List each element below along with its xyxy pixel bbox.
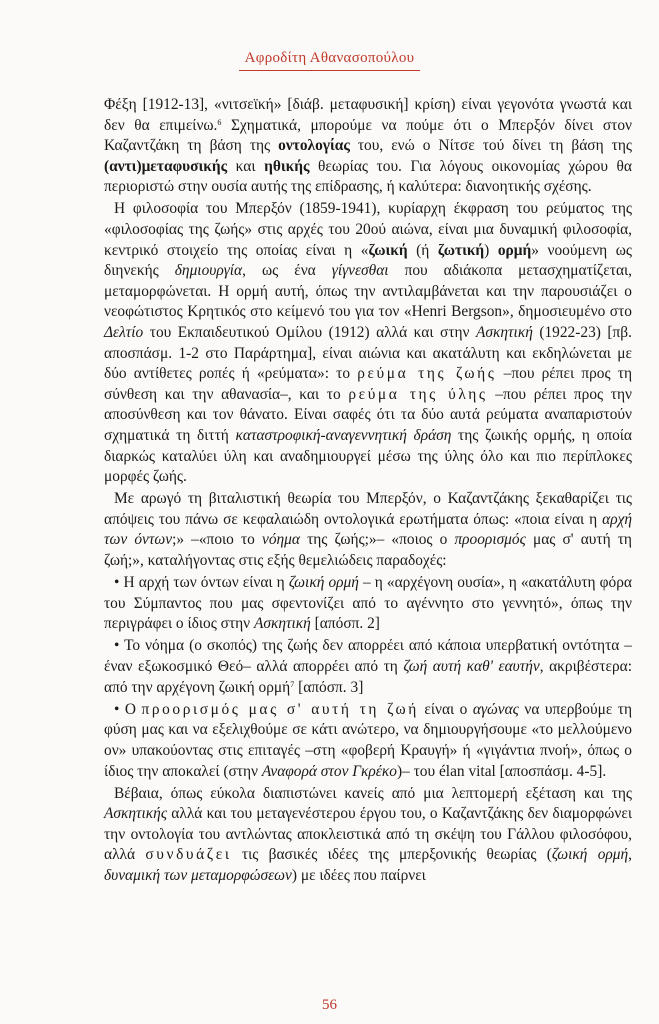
text-run: Βέβαια, όπως εύκολα διαπιστώνει κανείς από μια λεπτομερή εξέταση και της	[114, 784, 632, 802]
spaced-term: συνδυάζει	[145, 846, 232, 864]
italic-term: γίγνεσθαι	[331, 262, 389, 280]
text-run: του Εκπαιδευτικού Ομίλου (1912) αλλά και στην	[143, 324, 477, 342]
text-run: θεωρίας του. Για λόγους οικονομίας χώρου θα περιοριστώ στην ουσία αυτής της επίδρασης, ή καλύτερα: διανοητικής σχέσης.	[104, 157, 632, 196]
bold-term: ζωική	[368, 241, 408, 259]
spaced-term: ρεύμα της ζωής	[357, 365, 497, 383]
italic-term: Ασκητική	[253, 615, 311, 633]
italic-term: Δελτίο	[104, 324, 144, 342]
bullet-item-origin	[104, 573, 632, 635]
header-author-name: Αφροδίτη Αθανασοπούλου	[239, 50, 421, 71]
text-run: του, ενώ ο Νίτσε τού δίνει τη βάση της	[349, 137, 632, 155]
running-header	[0, 49, 659, 71]
bullet-icon: •	[114, 637, 120, 655]
bold-term: (αντι)μεταφυσικής	[104, 157, 228, 175]
text-run: μας σ' αυτή τη ζωή;», καταλήγοντας στις εξής θεμελιώδεις παραδοχές:	[104, 531, 632, 570]
text-run: –που ρέπει προς τη σύνθεση και την αθανασία–, και το	[104, 365, 632, 403]
italic-term: δημιουργία	[174, 262, 243, 280]
bullet-icon: •	[114, 700, 120, 718]
text-run: , ακριβέστερα: από την αρχέγονη ζωική ορμή	[104, 658, 632, 696]
text-run: Με αρωγό τη βιταλιστική θεωρία του Μπερξόν, ο Καζαντζάκης ξεκαθαρίζει τις απόψεις του πάνω σε κεφαλαιώδη οντολογικά ερωτήματα όπως: «ποια είναι η	[104, 490, 632, 528]
text-run: Σχηματικά, μπορούμε να πούμε ότι ο Μπερξόν δίνει στον Καζαντζάκη τη βάση της	[104, 116, 632, 155]
text-run: ) με ιδέες που παίρνει	[291, 866, 426, 884]
text-run: Η φιλοσοφία του Μπερξόν (1859-1941), κυρίαρχη έκφραση του ρεύματος της «φιλοσοφίας της ζωής» στις αρχές του 20ού αιώνα, είναι μια δυναμική φιλοσοφία, κεντρικό στοιχείο της οποίας είναι η «	[104, 200, 632, 259]
text-run: [απόσπ. 2]	[310, 615, 380, 633]
text-run: [απόσπ. 3]	[294, 678, 364, 696]
text-run: αλλά και του μεταγενέστερου έργου του, ο Καζαντζάκης δεν διαμορφώνει την οντολογία του αντλώντας αποκλειστικά από τη σκέψη του Γάλλου φιλοσόφου, αλλά	[104, 805, 632, 864]
text-run: , ως ένα	[242, 262, 332, 280]
paragraph-4	[104, 784, 632, 887]
text-run: και	[227, 157, 265, 175]
footnote-ref: 6	[217, 117, 222, 127]
text-run: )	[484, 241, 498, 259]
bullet-icon: •	[114, 574, 120, 592]
text-run: Η αρχή των όντων είναι η	[119, 574, 289, 592]
italic-term: προορισμός	[454, 531, 526, 549]
text-run: της ζωής;»– «ποιος ο	[299, 531, 455, 549]
italic-term: καταστροφική-αναγεννητική δράση	[235, 427, 452, 444]
page-number: 56	[322, 997, 337, 1013]
text-run: O	[119, 700, 142, 718]
bold-term: ζωτική	[437, 241, 485, 259]
text-run: » νοούμενη ως διηνεκής	[104, 241, 632, 280]
text-run: που αδιάκοπα μετασχηματίζεται, μεταμορφώνεται. Η ορμή αυτή, όπως την αντιλαμβάνεται και την παρουσιάζει ο νεοφώτιστος Κρητικός στο κείμενό του για τον «Henri Bergson», δημοσιευμένο στο	[104, 262, 633, 321]
italic-term: Ασκητικής	[104, 805, 168, 823]
text-run: της ζωικής ορμής, η οποία διαρκώς καταλύει ύλη και αναδημιουργεί μέσω της ύλης όλο και πιο περίπλοκες μορφές ζωής.	[104, 427, 632, 486]
spaced-term: προορισμός μας σ' αυτή τη ζωή	[141, 700, 419, 718]
bullet-item-destiny	[104, 700, 632, 782]
bold-term: οντολογίας	[278, 137, 350, 155]
text-run: να υπερβούμε τη φύση μας και να εξελιχθούμε σε κάτι ανώτερο, να δημιουργήσουμε «το μελλούμενο ον» υπακούοντας στις επιταγές –στη «φοβερή Κραυγή» ή «γιγάντια πνοή», όπως ο ίδιος την αποκαλεί (στην	[104, 700, 633, 780]
italic-term: ζωική ορμή	[288, 574, 359, 592]
spaced-term: ρεύμα της ύλης	[348, 385, 488, 403]
text-run: Φέξη [1912-13], «νιτσεϊκή» [διάβ. μεταφυσική] κρίση) είναι γεγονότα γνωστά και δεν θα επιμείνω.	[104, 96, 632, 134]
paragraph-1	[104, 95, 632, 198]
italic-term: αρχή των όντων	[104, 510, 632, 549]
text-run: Το νόημα (ο σκοπός) της ζωής δεν απορρέει από κάποια υπερβατική οντότητα –έναν εξωκοσμικό Θεό– αλλά απορρέει από τη	[104, 637, 632, 676]
text-run: τις βασικές ιδέες της μπερξονικής θεωρίας (	[231, 846, 552, 864]
text-run: (1922-23) [πβ. αποσπάσμ. 1-2 στο Παράρτημα], είναι αιώνια και ακατάλυτη και εκδηλώνεται με δύο αντίθετες ροπές ή «ρεύματα»: το	[104, 324, 632, 383]
italic-term: Ασκητική	[476, 324, 533, 342]
italic-term: ζωική ορμή, δυναμική των μεταμορφώσεων	[104, 846, 633, 884]
paragraph-3	[104, 489, 632, 571]
paragraph-2	[104, 199, 632, 487]
text-run: )– του élan vital [αποσπάσμ. 4-5].	[396, 762, 607, 780]
body-text	[104, 95, 632, 888]
bold-term: ορμή	[497, 241, 532, 259]
bold-term: ηθικής	[264, 157, 310, 175]
italic-term: αγώνας	[472, 700, 519, 718]
italic-term: ζωή αυτή καθ' εαυτήν	[403, 658, 540, 676]
italic-term: νόημα	[261, 531, 300, 549]
text-run: – η «αρχέγονη ουσία», η «ακατάλυτη φόρα του Σύμπαντος που μας σφεντονίζει από το αγέννητο στο γεννητό», όπως την περιγράφει ο ίδιος στην	[104, 574, 632, 633]
footnote-ref: 7	[290, 679, 295, 689]
text-run: ;» –«ποιο το	[172, 531, 262, 549]
text-run: είναι ο	[418, 700, 473, 718]
text-run: (ή	[407, 241, 438, 259]
bullet-item-meaning	[104, 636, 632, 698]
text-run: –που ρέπει προς την αποσύνθεση και τον θάνατο. Είναι σαφές ότι τα δύο αυτά ρεύματα αναπαριστούν σχηματικά τη διττή	[104, 385, 632, 444]
italic-term: Αναφορά στον Γκρέκο	[261, 762, 397, 780]
